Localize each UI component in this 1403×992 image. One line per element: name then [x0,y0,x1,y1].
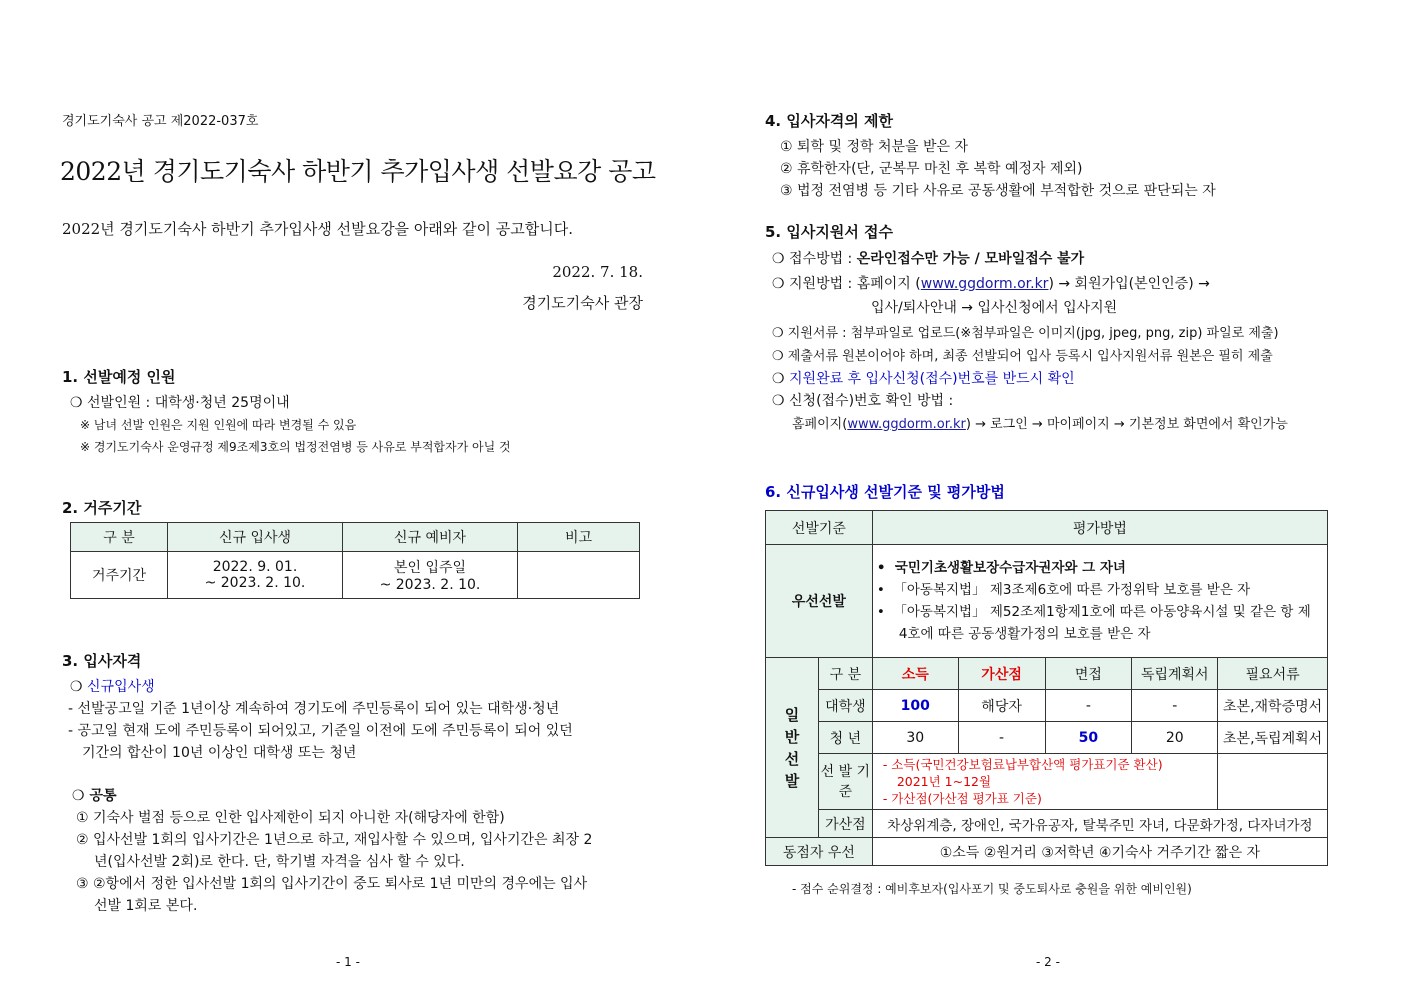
row-label: 대학생 [818,690,872,722]
check-method [772,390,953,410]
reserve-period [343,552,518,599]
period-start: 2022. 9. 01. [212,559,298,575]
circle-bullet-icon: ❍ [772,251,785,267]
criteria-header: 선발기준 [766,511,873,545]
sub-new-resident-label: 신규입사생 [87,679,155,695]
notice-number: 경기도기숙사 공고 제2022-037호 [62,114,259,129]
basis-line: - 가산점(가산점 평가표 기준) [882,791,1042,806]
intro-text: 2022년 경기도기숙사 하반기 추가입사생 선발요강을 아래와 같이 공고합니다. [62,220,574,238]
check-rest: ) → 로그인 → 마이페이지 → 기본정보 화면에서 확인가능 [965,417,1288,432]
homepage-link[interactable]: www.ggdorm.or.kr [920,276,1049,292]
application-docs [772,322,1279,341]
row-label: 청 년 [818,722,872,754]
score-cell: 20 [1132,722,1218,754]
basis-empty [1218,754,1328,810]
check-label: 신청(접수)번호 확인 방법 : [789,393,954,409]
priority-item: • 「아동복지법」 제52조제1항제1호에 따른 아동양육시설 및 같은 항 제 [876,604,1311,620]
required-docs: 초본,독립계획서 [1218,722,1328,754]
score-cell: 50 [1045,722,1132,754]
common-item2a: ② 입사선발 1회의 입사기간은 1년으로 하고, 재입사할 수 있으며, 입사기간은 최장 2 [76,832,593,848]
score-cell: - [1045,690,1132,722]
priority-item-cont: 4호에 따른 공동생활가정의 보호를 받은 자 [898,626,1151,642]
page-number-2: - 2 - [1036,955,1060,969]
col-header: 가산점 [958,658,1045,690]
general-label: 일 반 선 발 [766,658,819,838]
homepage-link[interactable]: www.ggdorm.or.kr [847,417,966,432]
section5-heading: 5. 입사지원서 접수 [765,223,894,241]
section1-bullet [70,392,290,412]
original-docs [772,345,1273,364]
route-rest: ) → 회원가입(본인인증) → [1048,276,1210,292]
basis-text [872,754,1217,810]
residence-period-table [70,522,640,599]
priority-label: 우선선발 [766,545,873,658]
common-item1: ① 기숙사 벌점 등으로 인한 입사제한이 되지 아니한 자(해당자에 한함) [76,810,505,826]
docs-text: 지원서류 : 첨부파일로 업로드(※첨부파일은 이미지(jpg, jpeg, png, zip) 파일로 제출) [787,326,1279,341]
reserve-start: 본인 입주일 [393,560,467,576]
priority-item: • 국민기초생활보장수급자권자와 그 자녀 [876,560,1126,576]
period-end: ~ 2023. 2. 10. [204,575,306,591]
section2-heading: 2. 거주기간 [62,499,142,517]
row-label: 거주기간 [71,552,168,599]
application-route-line2: 입사/퇴사안내 → 입사신청에서 입사지원 [871,300,1118,316]
basis-line: 2021년 1~12월 [896,774,992,789]
qual-line3: 기간의 합산이 10년 이상인 대학생 또는 청년 [82,745,357,761]
application-method [772,248,1084,268]
bonus-label: 가산점 [818,810,872,838]
col-header: 면접 [1045,658,1132,690]
restriction-item3: ③ 법정 전염병 등 기타 사유로 공동생활에 부적합한 것으로 판단되는 자 [780,183,1216,199]
required-docs: 초본,재학증명서 [1218,690,1328,722]
selection-criteria-table [765,510,1328,866]
orig-text: 제출서류 원본이어야 하며, 최종 선발되어 입사 등록시 입사지원서류 원본은 필히 제출 [787,349,1273,364]
score-cell: 30 [872,722,958,754]
priority-item: • 「아동복지법」 제3조제6호에 따른 가정위탁 보호를 받은 자 [876,582,1251,598]
circle-bullet-icon: ❍ [772,349,784,364]
common-item2b: 년(입사선발 2회)로 한다. 단, 학기별 자격을 심사 할 수 있다. [94,854,465,870]
circle-bullet-icon: ❍ [772,371,785,387]
score-cell: 100 [872,690,958,722]
selection-count: 선발인원 : 대학생·청년 25명이내 [87,395,290,411]
sub-common-label: 공통 [89,788,117,804]
page-title: 2022년 경기도기숙사 하반기 추가입사생 선발요강 공고 [60,157,656,186]
common-item3a: ③ ②항에서 정한 입사선발 1회의 입사기간이 중도 퇴사로 1년 미만의 경우에는 입사 [76,876,588,892]
score-cell: 해당자 [958,690,1045,722]
circle-bullet-icon: ❍ [70,679,83,695]
table-header: 신규 입사생 [168,523,343,552]
section4-heading: 4. 입사자격의 제한 [765,112,894,130]
qual-line2: - 공고일 현재 도에 주민등록이 되어있고, 기준일 이전에 도에 주민등록이 되어 있던 [68,723,573,739]
col-header: 필요서류 [1218,658,1328,690]
table-header: 비고 [518,523,640,552]
circle-bullet-icon: ❍ [772,276,785,292]
tie-label: 동점자 우선 [766,838,873,866]
basis-line: - 소득(국민건강보험료납부합산액 평가표기준 환산) [882,757,1163,772]
section1-note1: ※ 남녀 선발 인원은 지원 인원에 따라 변경될 수 있음 [80,418,357,432]
sub-new-resident [70,676,155,696]
application-route [772,273,1210,293]
section3-heading: 3. 입사자격 [62,652,142,670]
remark-cell [518,552,640,599]
section6-heading: 6. 신규입사생 선발기준 및 평가방법 [765,483,1005,501]
common-item3b: 선발 1회로 본다. [94,898,198,914]
circle-bullet-icon: ❍ [772,326,784,341]
col-header: 소득 [872,658,958,690]
restriction-item2: ② 휴학한자(단, 군복무 마친 후 복학 예정자 제외) [780,161,1083,177]
sub-common [72,785,117,805]
score-cell: - [1132,690,1218,722]
circle-bullet-icon: ❍ [72,788,85,804]
priority-items [872,545,1327,658]
bonus-value: 차상위계층, 장애인, 국가유공자, 탈북주민 자녀, 다문화가정, 다자녀가정 [872,810,1327,838]
score-cell: - [958,722,1045,754]
method-label: 접수방법 : [789,251,857,267]
method-value: 온라인접수만 가능 / 모바일접수 불가 [856,251,1085,267]
table-header: 구 분 [71,523,168,552]
basis-label: 선 발 기 준 [818,754,872,810]
page-number-1: - 1 - [336,955,360,969]
circle-bullet-icon: ❍ [70,395,83,411]
qual-line1: - 선발공고일 기준 1년이상 계속하여 경기도에 주민등록이 되어 있는 대학생·청년 [68,701,560,717]
restriction-item1: ① 퇴학 및 정학 처분을 받은 자 [780,139,969,155]
confirm-text: 지원완료 후 입사신청(접수)번호를 반드시 확인 [789,371,1075,387]
notice-date: 2022. 7. 18. [552,263,643,281]
col-header: 구 분 [818,658,872,690]
section1-note2: ※ 경기도기숙사 운영규정 제9조제3호의 법정전염병 등 사유로 부적합자가 아닐 것 [80,440,511,454]
circle-bullet-icon: ❍ [772,393,785,409]
method-header: 평가방법 [872,511,1327,545]
table-header: 신규 예비자 [343,523,518,552]
notice-issuer: 경기도기숙사 관장 [522,294,643,312]
confirm-number [772,368,1075,388]
footnote: - 점수 순위결정 : 예비후보자(입사포기 및 중도퇴사로 충원을 위한 예비인원) [792,882,1192,896]
check-pre: 홈페이지( [792,417,848,432]
new-resident-period [168,552,343,599]
route-label: 지원방법 : 홈페이지 ( [789,276,921,292]
reserve-end: ~ 2023. 2. 10. [379,577,481,593]
section1-heading: 1. 선발예정 인원 [62,368,176,386]
check-route [792,413,1288,432]
tie-value: ①소득 ②원거리 ③저학년 ④기숙사 거주기간 짧은 자 [872,838,1327,866]
col-header: 독립계획서 [1132,658,1218,690]
